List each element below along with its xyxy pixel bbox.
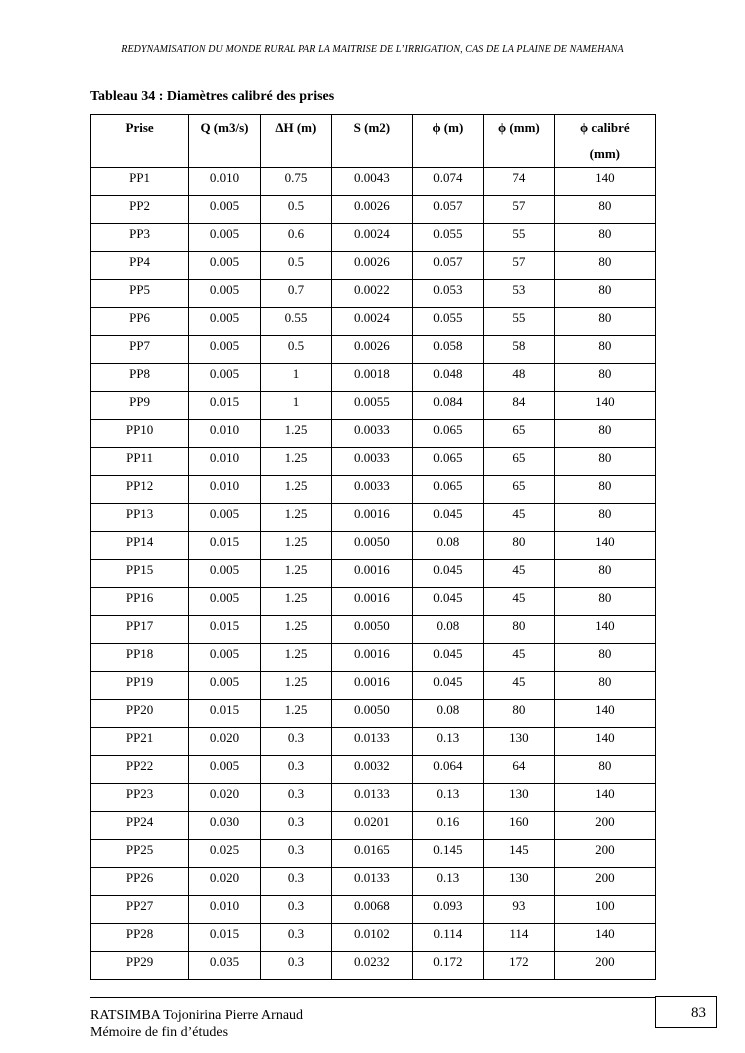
cell-phi-calibre: 140 [554,616,655,644]
cell-phi-mm: 57 [484,196,555,224]
column-header-phi-mm: ϕ (mm) [484,115,555,168]
cell-phi-calibre: 200 [554,868,655,896]
table-row [91,532,656,560]
cell-phi-calibre: 80 [554,308,655,336]
cell-prise: PP12 [91,476,189,504]
cell-prise: PP10 [91,420,189,448]
cell-phi-calibre: 200 [554,952,655,980]
table-row [91,420,656,448]
cell-s: 0.0016 [332,672,412,700]
table-row [91,756,656,784]
cell-s: 0.0026 [332,196,412,224]
table-row [91,784,656,812]
cell-delta-h: 1.25 [260,476,331,504]
cell-s: 0.0026 [332,336,412,364]
table-row [91,812,656,840]
cell-q: 0.035 [189,952,261,980]
cell-phi-mm: 53 [484,280,555,308]
cell-phi-m: 0.074 [412,168,484,196]
cell-delta-h: 1.25 [260,644,331,672]
cell-q: 0.010 [189,448,261,476]
table-row [91,280,656,308]
cell-phi-mm: 45 [484,588,555,616]
cell-delta-h: 0.3 [260,728,331,756]
cell-phi-m: 0.058 [412,336,484,364]
cell-phi-calibre: 80 [554,504,655,532]
cell-q: 0.010 [189,420,261,448]
cell-phi-calibre: 80 [554,280,655,308]
cell-phi-calibre: 140 [554,784,655,812]
cell-phi-mm: 57 [484,252,555,280]
cell-phi-calibre: 80 [554,196,655,224]
cell-phi-m: 0.093 [412,896,484,924]
cell-prise: PP23 [91,784,189,812]
phi-calibre-label: ϕ calibré [580,120,630,135]
cell-phi-m: 0.057 [412,196,484,224]
table-row [91,952,656,980]
table-row [91,364,656,392]
cell-phi-m: 0.08 [412,700,484,728]
cell-prise: PP25 [91,840,189,868]
cell-delta-h: 0.5 [260,196,331,224]
cell-phi-m: 0.057 [412,252,484,280]
cell-delta-h: 1.25 [260,672,331,700]
cell-delta-h: 0.7 [260,280,331,308]
cell-phi-calibre: 140 [554,924,655,952]
table-row [91,504,656,532]
cell-s: 0.0133 [332,868,412,896]
cell-phi-mm: 84 [484,392,555,420]
footer-subtitle: Mémoire de fin d’études [90,1025,229,1040]
cell-delta-h: 0.3 [260,868,331,896]
cell-prise: PP4 [91,252,189,280]
cell-q: 0.030 [189,812,261,840]
cell-phi-mm: 160 [484,812,555,840]
table-row [91,672,656,700]
table-row [91,896,656,924]
cell-phi-mm: 130 [484,868,555,896]
cell-q: 0.005 [189,560,261,588]
cell-phi-calibre: 80 [554,644,655,672]
cell-phi-mm: 172 [484,952,555,980]
cell-phi-calibre: 140 [554,168,655,196]
cell-phi-m: 0.16 [412,812,484,840]
cell-phi-m: 0.145 [412,840,484,868]
cell-delta-h: 0.3 [260,952,331,980]
cell-phi-calibre: 80 [554,336,655,364]
cell-q: 0.010 [189,896,261,924]
table-header-row [91,115,656,168]
cell-prise: PP11 [91,448,189,476]
cell-phi-mm: 65 [484,476,555,504]
cell-delta-h: 0.3 [260,812,331,840]
cell-prise: PP3 [91,224,189,252]
cell-delta-h: 0.3 [260,840,331,868]
cell-phi-mm: 45 [484,504,555,532]
cell-s: 0.0016 [332,588,412,616]
cell-s: 0.0016 [332,504,412,532]
cell-prise: PP5 [91,280,189,308]
cell-phi-mm: 130 [484,784,555,812]
cell-phi-m: 0.114 [412,924,484,952]
cell-q: 0.015 [189,532,261,560]
cell-phi-mm: 58 [484,336,555,364]
cell-phi-calibre: 80 [554,476,655,504]
cell-s: 0.0050 [332,700,412,728]
cell-q: 0.005 [189,252,261,280]
cell-s: 0.0018 [332,364,412,392]
cell-phi-calibre: 80 [554,756,655,784]
cell-s: 0.0033 [332,420,412,448]
cell-delta-h: 1 [260,364,331,392]
cell-s: 0.0201 [332,812,412,840]
cell-phi-mm: 45 [484,560,555,588]
cell-prise: PP26 [91,868,189,896]
cell-q: 0.015 [189,700,261,728]
cell-s: 0.0024 [332,308,412,336]
cell-phi-calibre: 80 [554,448,655,476]
cell-phi-m: 0.045 [412,644,484,672]
cell-phi-m: 0.08 [412,532,484,560]
cell-s: 0.0055 [332,392,412,420]
cell-phi-m: 0.084 [412,392,484,420]
cell-q: 0.005 [189,308,261,336]
cell-phi-mm: 145 [484,840,555,868]
cell-phi-calibre: 140 [554,728,655,756]
cell-phi-calibre: 80 [554,560,655,588]
cell-q: 0.005 [189,364,261,392]
cell-q: 0.015 [189,924,261,952]
table-row [91,168,656,196]
cell-phi-calibre: 80 [554,420,655,448]
cell-prise: PP24 [91,812,189,840]
cell-phi-m: 0.053 [412,280,484,308]
cell-prise: PP1 [91,168,189,196]
cell-q: 0.005 [189,196,261,224]
cell-prise: PP22 [91,756,189,784]
cell-s: 0.0232 [332,952,412,980]
cell-q: 0.005 [189,756,261,784]
cell-s: 0.0033 [332,448,412,476]
column-header-phi-calibre [554,115,655,168]
cell-phi-m: 0.065 [412,476,484,504]
cell-q: 0.005 [189,672,261,700]
cell-s: 0.0016 [332,560,412,588]
cell-prise: PP17 [91,616,189,644]
cell-q: 0.010 [189,476,261,504]
cell-prise: PP21 [91,728,189,756]
cell-q: 0.005 [189,280,261,308]
cell-phi-calibre: 140 [554,532,655,560]
cell-phi-calibre: 100 [554,896,655,924]
table-row [91,560,656,588]
table-row [91,588,656,616]
table-row [91,644,656,672]
cell-phi-m: 0.045 [412,560,484,588]
cell-phi-m: 0.065 [412,420,484,448]
cell-phi-mm: 80 [484,532,555,560]
cell-phi-mm: 64 [484,756,555,784]
column-header-delta-h: ∆H (m) [260,115,331,168]
cell-s: 0.0050 [332,616,412,644]
cell-s: 0.0068 [332,896,412,924]
cell-prise: PP19 [91,672,189,700]
cell-q: 0.015 [189,616,261,644]
cell-prise: PP15 [91,560,189,588]
cell-phi-mm: 45 [484,644,555,672]
cell-delta-h: 1.25 [260,448,331,476]
cell-s: 0.0133 [332,728,412,756]
running-header: REDYNAMISATION DU MONDE RURAL PAR LA MAITRISE DE L’IRRIGATION, CAS DE LA PLAINE DE NAMEHANA [121,44,624,55]
cell-s: 0.0043 [332,168,412,196]
cell-prise: PP8 [91,364,189,392]
cell-q: 0.005 [189,224,261,252]
prises-table [90,114,656,980]
cell-delta-h: 1.25 [260,588,331,616]
cell-prise: PP13 [91,504,189,532]
cell-delta-h: 0.3 [260,924,331,952]
cell-q: 0.020 [189,868,261,896]
table-row [91,476,656,504]
cell-s: 0.0032 [332,756,412,784]
table-row [91,924,656,952]
cell-q: 0.005 [189,644,261,672]
cell-phi-mm: 65 [484,448,555,476]
footer-divider [90,997,656,998]
table-row [91,392,656,420]
cell-phi-m: 0.045 [412,504,484,532]
cell-prise: PP7 [91,336,189,364]
footer-author: RATSIMBA Tojonirina Pierre Arnaud [90,1008,304,1023]
column-header-q: Q (m3/s) [189,115,261,168]
cell-phi-m: 0.045 [412,588,484,616]
cell-delta-h: 0.3 [260,756,331,784]
cell-phi-m: 0.065 [412,448,484,476]
cell-q: 0.020 [189,728,261,756]
cell-q: 0.010 [189,168,261,196]
cell-q: 0.025 [189,840,261,868]
cell-s: 0.0033 [332,476,412,504]
table-body [91,168,656,980]
cell-phi-calibre: 200 [554,840,655,868]
cell-phi-calibre: 80 [554,252,655,280]
cell-phi-calibre: 140 [554,392,655,420]
cell-phi-m: 0.048 [412,364,484,392]
column-header-phi-m: ϕ (m) [412,115,484,168]
cell-delta-h: 1 [260,392,331,420]
cell-delta-h: 1.25 [260,700,331,728]
phi-calibre-unit: (mm) [589,146,620,161]
cell-q: 0.015 [189,392,261,420]
cell-q: 0.005 [189,504,261,532]
cell-s: 0.0165 [332,840,412,868]
cell-phi-mm: 48 [484,364,555,392]
table-caption: Tableau 34 : Diamètres calibré des prises [90,89,335,104]
cell-phi-m: 0.08 [412,616,484,644]
cell-delta-h: 1.25 [260,616,331,644]
cell-phi-calibre: 140 [554,700,655,728]
column-header-prise: Prise [91,115,189,168]
cell-delta-h: 0.5 [260,252,331,280]
cell-delta-h: 0.5 [260,336,331,364]
cell-phi-calibre: 80 [554,672,655,700]
cell-prise: PP2 [91,196,189,224]
table-row [91,224,656,252]
table-row [91,196,656,224]
table-row [91,308,656,336]
cell-delta-h: 0.3 [260,896,331,924]
cell-phi-mm: 114 [484,924,555,952]
cell-q: 0.020 [189,784,261,812]
cell-phi-mm: 130 [484,728,555,756]
cell-delta-h: 0.55 [260,308,331,336]
cell-phi-mm: 74 [484,168,555,196]
column-header-s: S (m2) [332,115,412,168]
cell-delta-h: 1.25 [260,560,331,588]
cell-phi-mm: 80 [484,616,555,644]
table-row [91,252,656,280]
cell-s: 0.0016 [332,644,412,672]
cell-phi-m: 0.13 [412,784,484,812]
cell-phi-mm: 55 [484,224,555,252]
table-row [91,448,656,476]
table-row [91,616,656,644]
cell-s: 0.0102 [332,924,412,952]
cell-phi-m: 0.045 [412,672,484,700]
cell-phi-mm: 80 [484,700,555,728]
cell-phi-m: 0.064 [412,756,484,784]
cell-prise: PP27 [91,896,189,924]
cell-phi-calibre: 80 [554,588,655,616]
cell-phi-calibre: 80 [554,224,655,252]
cell-prise: PP28 [91,924,189,952]
table-row [91,840,656,868]
cell-delta-h: 0.75 [260,168,331,196]
table-row [91,336,656,364]
table-row [91,868,656,896]
cell-phi-mm: 55 [484,308,555,336]
cell-phi-m: 0.13 [412,728,484,756]
cell-prise: PP20 [91,700,189,728]
cell-phi-m: 0.172 [412,952,484,980]
cell-prise: PP14 [91,532,189,560]
cell-delta-h: 1.25 [260,504,331,532]
cell-phi-m: 0.13 [412,868,484,896]
cell-prise: PP16 [91,588,189,616]
cell-prise: PP18 [91,644,189,672]
cell-q: 0.005 [189,588,261,616]
cell-s: 0.0133 [332,784,412,812]
table-row [91,700,656,728]
cell-phi-m: 0.055 [412,308,484,336]
table-row [91,728,656,756]
page-number: 83 [655,996,717,1028]
cell-delta-h: 0.6 [260,224,331,252]
cell-prise: PP9 [91,392,189,420]
cell-phi-calibre: 200 [554,812,655,840]
cell-q: 0.005 [189,336,261,364]
cell-phi-mm: 93 [484,896,555,924]
cell-delta-h: 1.25 [260,420,331,448]
cell-delta-h: 0.3 [260,784,331,812]
cell-s: 0.0026 [332,252,412,280]
cell-phi-mm: 45 [484,672,555,700]
cell-phi-mm: 65 [484,420,555,448]
cell-phi-m: 0.055 [412,224,484,252]
cell-s: 0.0024 [332,224,412,252]
cell-prise: PP6 [91,308,189,336]
cell-s: 0.0022 [332,280,412,308]
cell-s: 0.0050 [332,532,412,560]
cell-delta-h: 1.25 [260,532,331,560]
cell-phi-calibre: 80 [554,364,655,392]
cell-prise: PP29 [91,952,189,980]
